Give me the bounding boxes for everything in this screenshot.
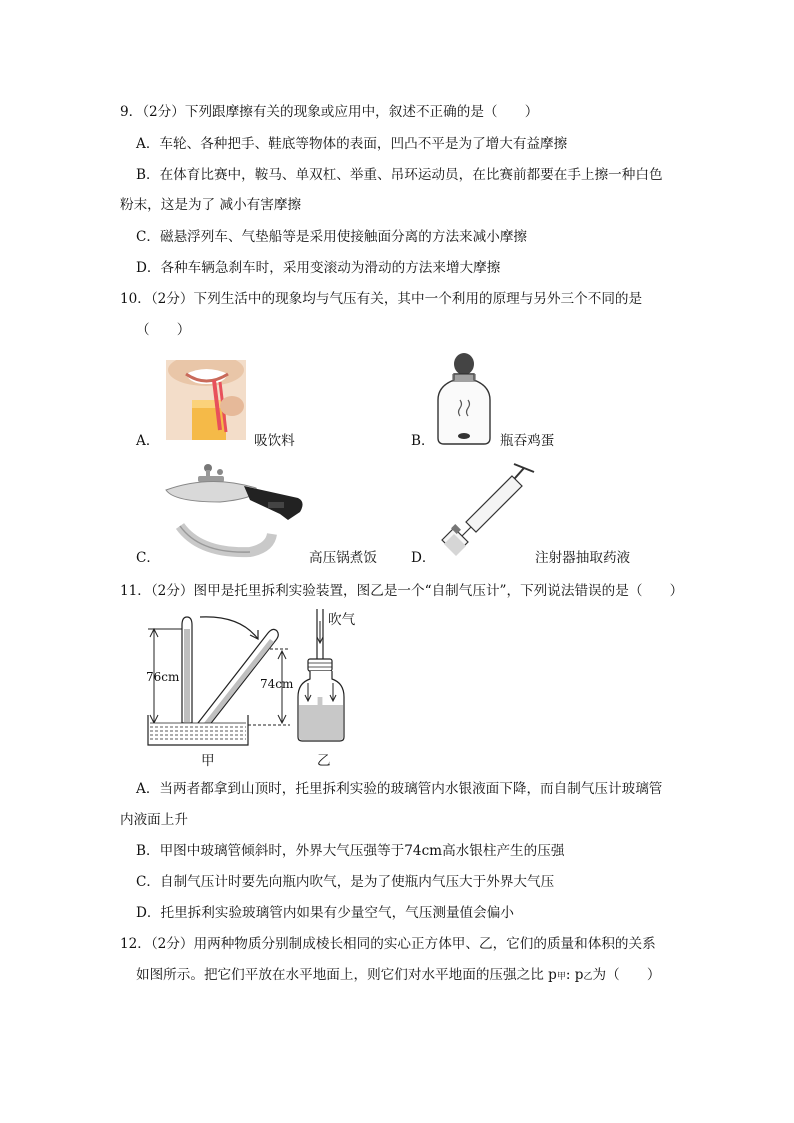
label-yi: 乙 <box>317 753 331 769</box>
q9-stem: 9．（2分）下列跟摩擦有关的现象或应用中，叙述不正确的是（ ） <box>120 104 539 120</box>
bottle-egg-image <box>430 350 498 446</box>
q9-option-a: A．车轮、各种把手、鞋底等物体的表面，凹凸不平是为了增大有益摩擦 <box>136 136 568 152</box>
q12-sub-yi: 乙 <box>583 972 593 982</box>
q11-option-c: C．自制气压计时要先向瓶内吹气，是为了使瓶内气压大于外界大气压 <box>136 874 555 890</box>
q10-option-c-caption: 高压锅煮饭 <box>309 550 377 566</box>
q9-option-c: C．磁悬浮列车、气垫船等是采用使接触面分离的方法来减小摩擦 <box>136 229 528 245</box>
label-74cm: 74cm <box>260 677 294 691</box>
q10-option-b-caption: 瓶吞鸡蛋 <box>500 433 555 449</box>
q12-sub-jia: 甲 <box>556 972 566 982</box>
q10-option-a-caption: 吸饮料 <box>254 433 295 449</box>
q12-stem-line2-part1: 如图所示。把它们平放在水平地面上，则它们对水平地面的压强之比 p <box>136 967 557 983</box>
label-chuiqi: 吹气 <box>328 612 356 628</box>
q10-option-d-caption: 注射器抽取药液 <box>535 550 631 566</box>
q11-option-a-line2: 内液面上升 <box>120 812 188 828</box>
q11-stem: 11．（2分）图甲是托里拆利实验装置，图乙是一个“自制气压计”，下列说法错误的是（ ） <box>120 583 684 599</box>
q10-option-d-letter: D． <box>411 550 436 566</box>
pressure-cooker-image <box>160 460 306 560</box>
q11-option-b: B．甲图中玻璃管倾斜时，外界大气压强等于74cm高水银柱产生的压强 <box>136 843 565 859</box>
q9-option-d: D．各种车辆急刹车时，采用变滚动为滑动的方法来增大摩擦 <box>136 260 501 276</box>
q9-option-b-line1: B．在体育比赛中，鞍马、单双杠、举重、吊环运动员，在比赛前都要在手上擦一种白色 <box>136 167 663 183</box>
syringe-image <box>438 458 538 562</box>
label-76cm: 76cm <box>146 670 180 684</box>
q9-option-b-line2: 粉末，这是为了 减小有害摩擦 <box>120 197 302 213</box>
q10-option-c-letter: C． <box>136 550 160 566</box>
q12-stem-line2 <box>136 966 660 986</box>
q10-option-a-letter: A． <box>136 433 160 449</box>
label-jia: 甲 <box>201 753 215 769</box>
q11-option-d: D．托里拆利实验玻璃管内如果有少量空气，气压测量值会偏小 <box>136 905 514 921</box>
drinking-juice-image <box>166 360 246 440</box>
q10-option-b-letter: B． <box>411 433 435 449</box>
q12-stem-line1: 12．（2分）用两种物质分别制成棱长相同的实心正方体甲、乙，它们的质量和体积的关系 <box>120 936 656 952</box>
q11-option-a-line1: A．当两者都拿到山顶时，托里拆利实验的玻璃管内水银液面下降，而自制气压计玻璃管 <box>136 781 663 797</box>
q12-stem-line2-part2: : p <box>565 967 584 983</box>
q10-stem: 10．（2分）下列生活中的现象均与气压有关，其中一个利用的原理与另外三个不同的是 <box>120 291 643 307</box>
q12-stem-line2-part3: 为（ ） <box>592 967 661 983</box>
q10-answer-paren: （ ） <box>136 322 191 338</box>
